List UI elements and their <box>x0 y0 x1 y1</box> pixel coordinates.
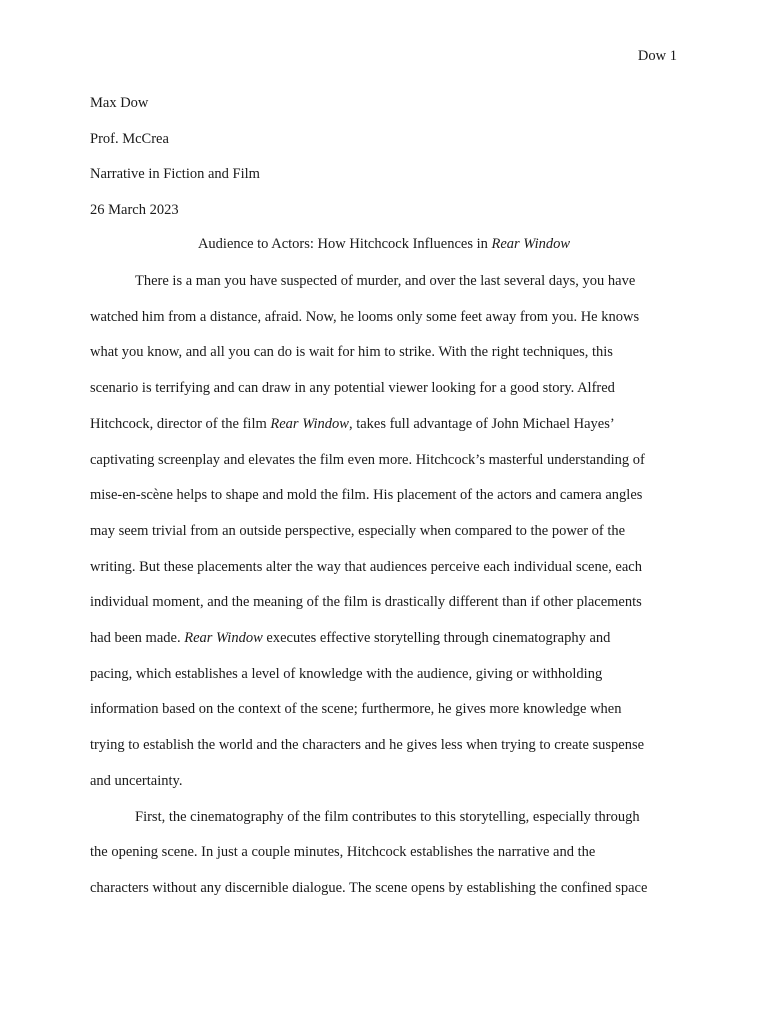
line-text: executes effective storytelling through cinematography and <box>262 630 611 646</box>
instructor-name: Prof. McCrea <box>90 130 169 147</box>
author-name: Max Dow <box>90 95 149 111</box>
running-head: Dow 1 <box>637 48 677 64</box>
course-name: Narrative in Fiction and Film <box>90 166 260 183</box>
paragraph-2-line: the opening scene. In just a couple minutes, Hitchcock establishes the narrative and the <box>90 844 596 861</box>
paragraph-2-line: First, the cinematography of the film contributes to this storytelling, especially through <box>135 808 640 825</box>
paragraph-1-line: pacing, which establishes a level of knowledge with the audience, giving or withholding <box>90 665 603 682</box>
line-text: , takes full advantage of John Michael Hayes’ <box>348 415 615 432</box>
film-title: Rear Window <box>270 415 349 432</box>
title-film-name: Rear Window <box>491 236 571 252</box>
paragraph-1-line: watched him from a distance, afraid. Now, he looms only some feet away from you. He knows <box>90 308 640 325</box>
paragraph-1-line: mise-en-scène helps to shape and mold the film. His placement of the actors and camera angles <box>90 487 643 504</box>
paragraph-1-line: trying to establish the world and the characters and he gives less when trying to create suspense <box>90 737 645 754</box>
paragraph-1-line <box>90 629 610 647</box>
line-text: had been made. <box>90 630 185 646</box>
paragraph-1-line: scenario is terrifying and can draw in any potential viewer looking for a good story. Alfred <box>90 380 615 397</box>
paragraph-1-line: There is a man you have suspected of murder, and over the last several days, you have <box>135 273 636 289</box>
paragraph-1-line <box>90 415 615 433</box>
paragraph-1-line: captivating screenplay and elevates the film even more. Hitchcock’s masterful understanding of <box>90 451 645 468</box>
title-text: Audience to Actors: How Hitchcock Influences in <box>197 236 492 252</box>
paragraph-1-line: what you know, and all you can do is wait for him to strike. With the right techniques, this <box>90 344 613 361</box>
mla-heading <box>90 94 260 236</box>
paragraph-1-line: may seem trivial from an outside perspective, especially when compared to the power of the <box>90 522 626 539</box>
line-text: Hitchcock, director of the film <box>90 415 271 432</box>
paragraph-1-line: information based on the context of the scene; furthermore, he gives more knowledge when <box>90 701 622 718</box>
essay-date: 26 March 2023 <box>90 201 179 218</box>
essay-title <box>90 235 678 253</box>
paragraph-2-line: characters without any discernible dialogue. The scene opens by establishing the confined space <box>90 879 648 896</box>
film-title: Rear Window <box>184 630 263 646</box>
paragraph-1-line: individual moment, and the meaning of the film is drastically different than if other placements <box>90 594 642 611</box>
paragraph-1-line: writing. But these placements alter the way that audiences perceive each individual scene, each <box>90 558 642 575</box>
paragraph-1-line: and uncertainty. <box>90 772 183 789</box>
